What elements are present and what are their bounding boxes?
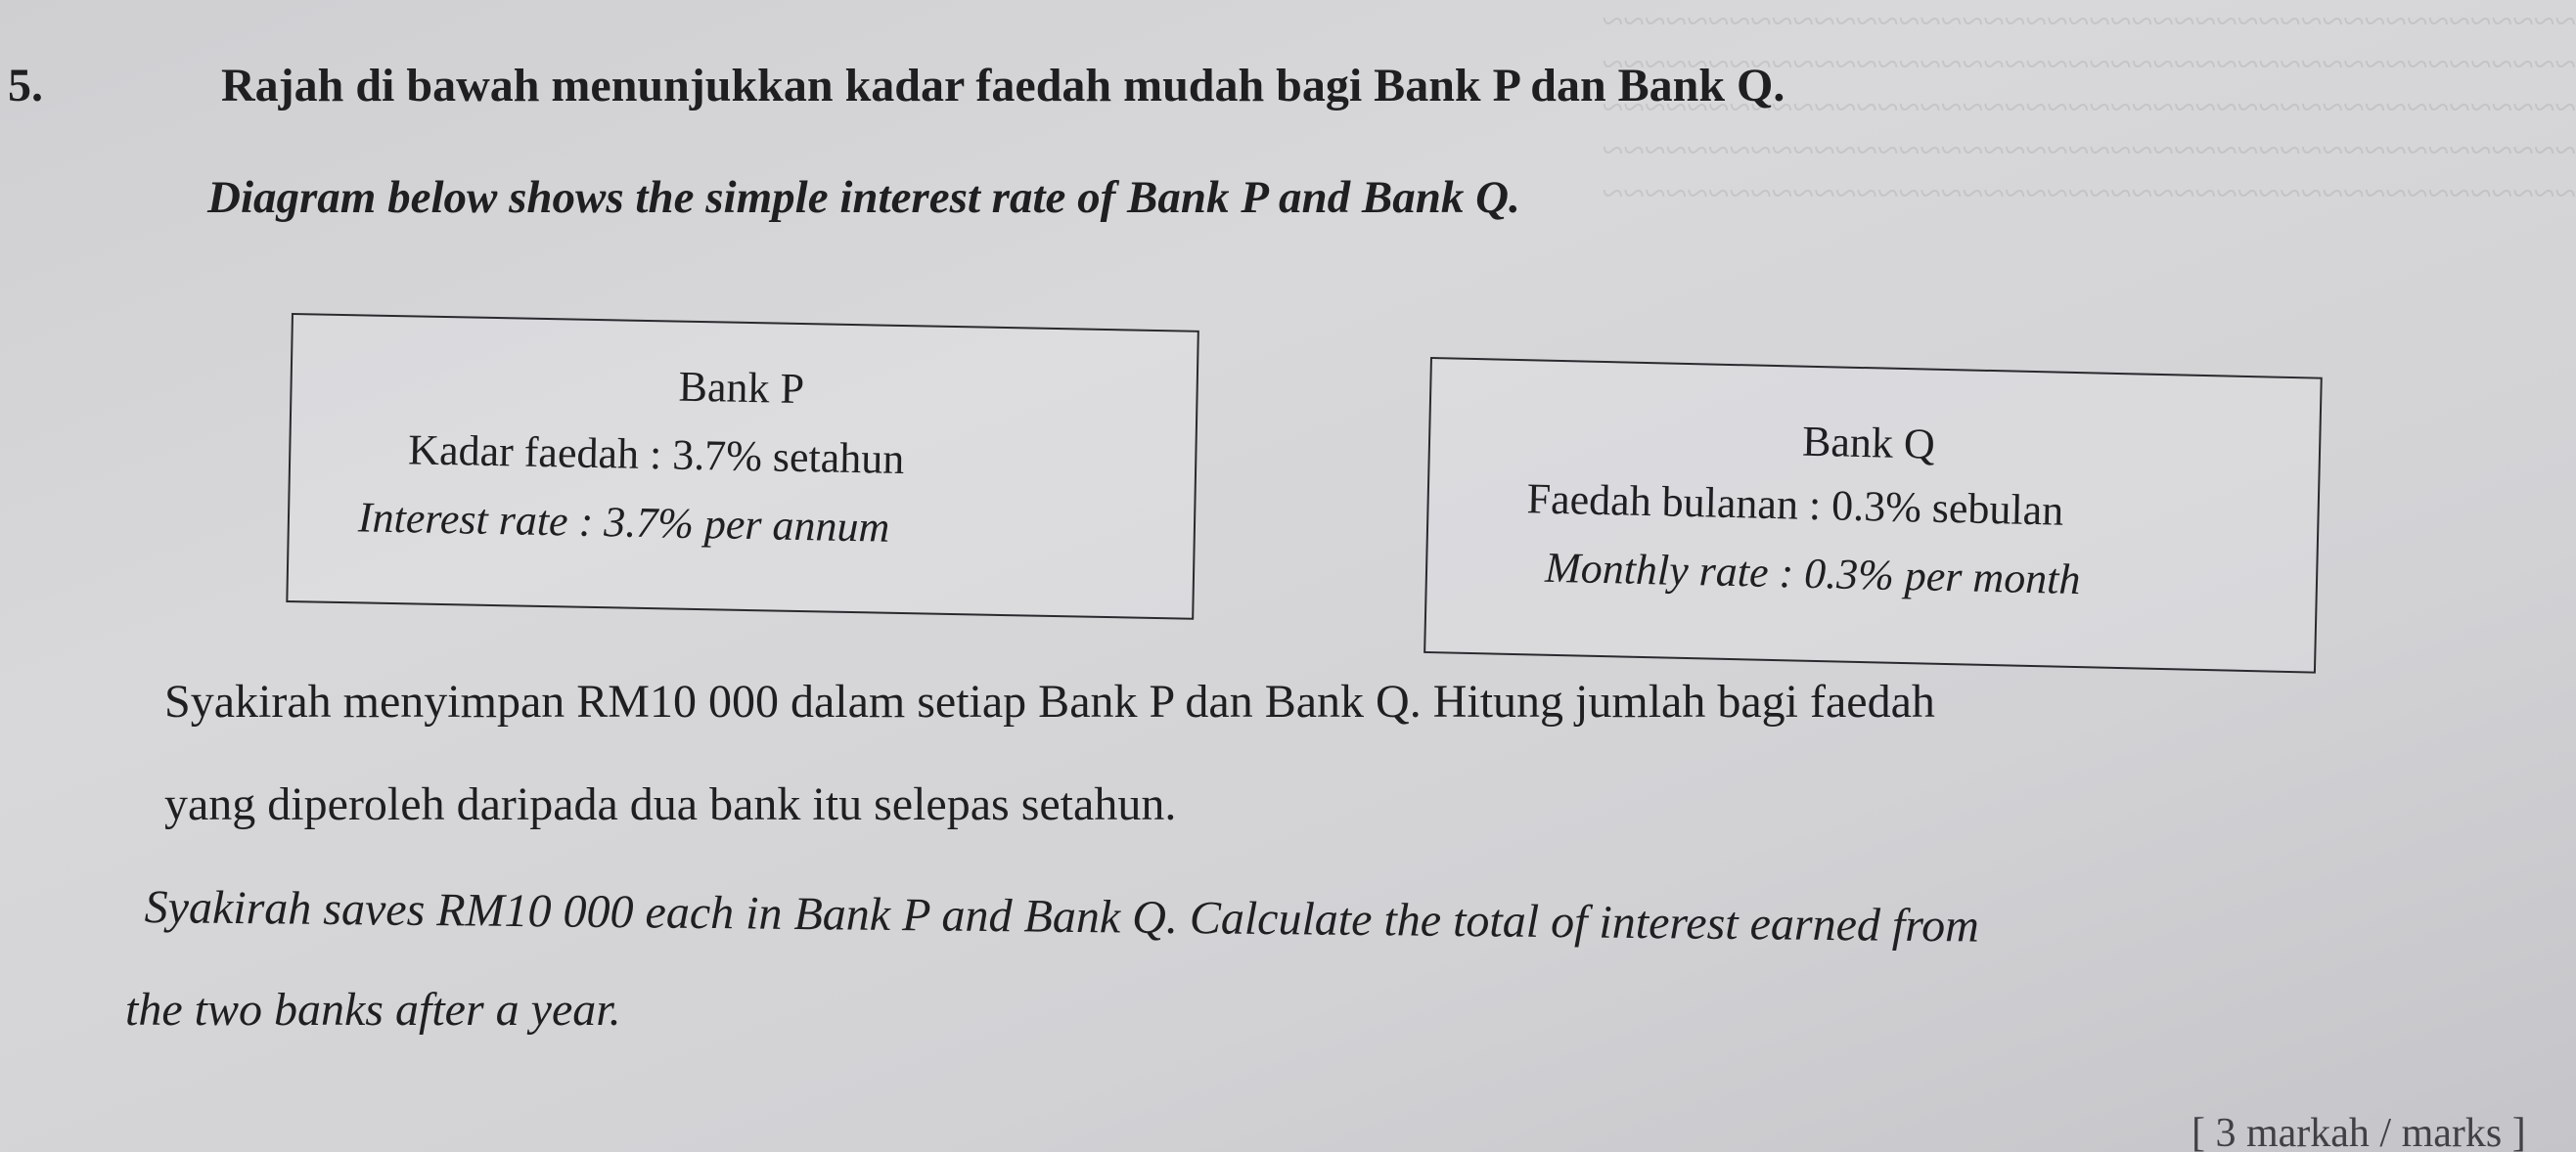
marks-allocation: [ 3 markah / marks ]: [2192, 1111, 2526, 1152]
bank-q-title: Bank Q: [1801, 417, 1936, 468]
question-body-english-line1: Syakirah saves RM10 000 each in Bank P and Bank Q. Calculate the total of interest earned from: [144, 880, 1980, 953]
bank-p-box: [286, 313, 1199, 620]
question-body-english-line2: the two banks after a year.: [125, 984, 621, 1036]
question-stem-english: Diagram below shows the simple interest rate of Bank P and Bank Q.: [207, 172, 1520, 223]
bank-q-rate-malay: Faedah bulanan : 0.3% sebulan: [1526, 474, 2064, 535]
show-through-text: ~~~~~~~~~~~~~~~~~~~~~~~~~~~~~~~~~~~~~~~~~~~~~~ ~~~~~~~~~~~~~~~~~~~~~~~~~~~~~~~~~~~~~~~~~~~~~~ ~~~~~~~~~~~~~~~~~~~~~~~~~~~~~~~~~~~~~~~~~~~~~~ ~~~~~~~~~~~~~~~~~~~~~~~~~~~~~~~~~~~~~~~~~~~~~~ ~~~~~~~~~~~~~~~~~~~~~~~~~~~~~~~~~~~~~~~~~~~~~~: [1602, 0, 2576, 215]
question-body-malay-line1: Syakirah menyimpan RM10 000 dalam setiap Bank P dan Bank Q. Hitung jumlah bagi faedah: [164, 676, 1935, 728]
bank-p-rate-english: Interest rate : 3.7% per annum: [357, 493, 890, 552]
question-stem-malay: Rajah di bawah menunjukkan kadar faedah mudah bagi Bank P dan Bank Q.: [221, 60, 1785, 111]
question-body-malay-line2: yang diperoleh daripada dua bank itu selepas setahun.: [164, 778, 1177, 830]
bank-p-rate-malay: Kadar faedah : 3.7% setahun: [407, 425, 905, 484]
bank-q-rate-english: Monthly rate : 0.3% per month: [1544, 543, 2082, 604]
question-number: 5.: [8, 60, 43, 111]
bank-q-box: [1424, 357, 2323, 674]
bank-p-title: Bank P: [678, 362, 805, 414]
